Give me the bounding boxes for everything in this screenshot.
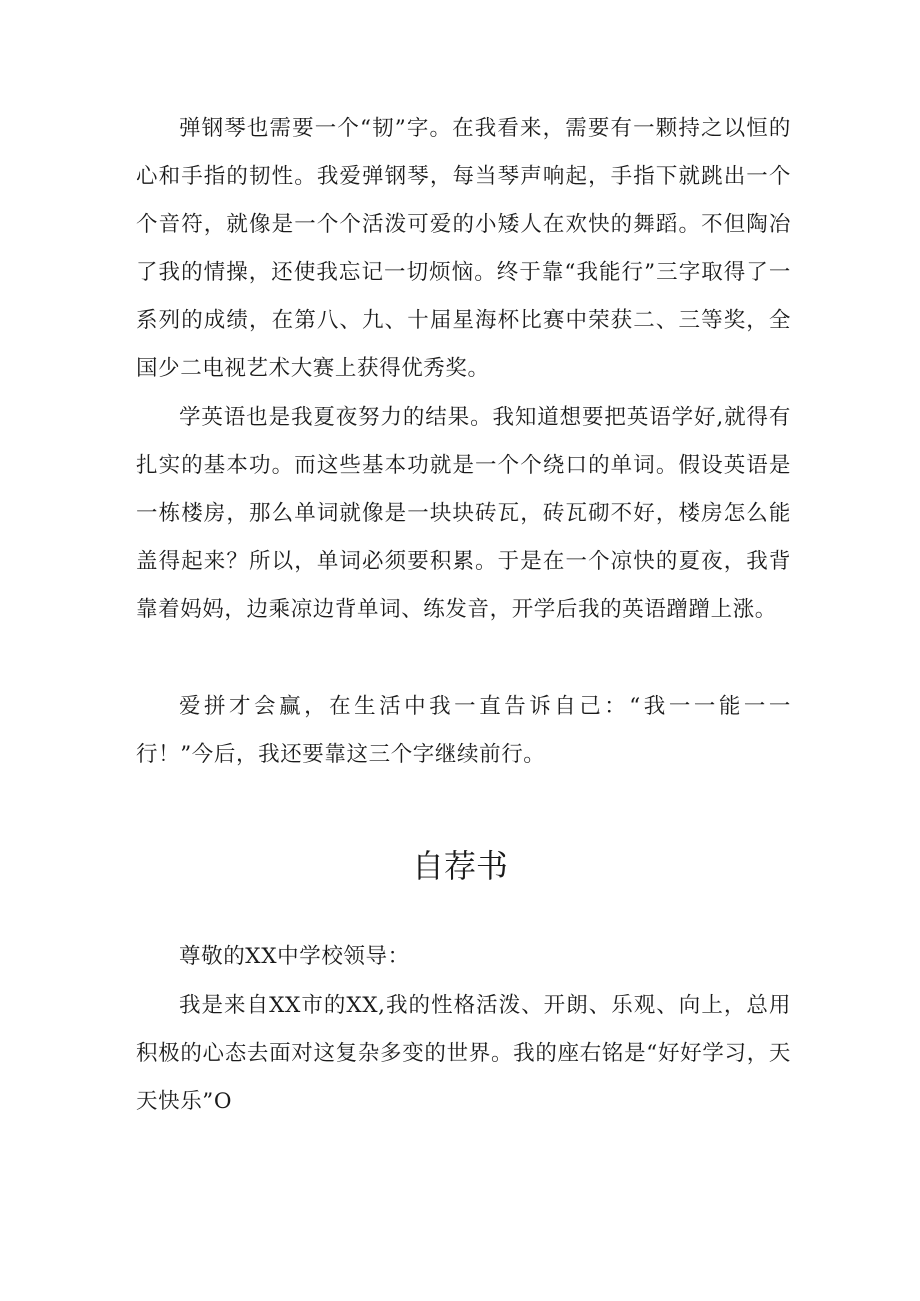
salutation: 尊敬的XX中学校领导：: [179, 944, 410, 969]
paragraph-motto: 爱拼才会赢，在生活中我一直告诉自己：“我一一能一一行！”今后，我还要靠这三个字继续前行。: [136, 694, 791, 767]
paragraph-piano: 弹钢琴也需要一个“韧”字。在我看来，需要有一颗持之以恒的心和手指的韧性。我爱弹钢琴，每当琴声响起，手指下就跳出一个个音符，就像是一个个活泼可爱的小矮人在欢快的舞蹈。不但陶冶了我的情操，还使我忘记一切烦恼。终于靠“我能行”三字取得了一系列的成绩，在第八、九、十届星海杯比赛中荣获二、三等奖，全国少二电视艺术大赛上获得优秀奖。: [136, 116, 791, 381]
paragraph-intro: 我是来自XX市的XX,我的性格活泼、开朗、乐观、向上，总用积极的心态去面对这复杂多变的世界。我的座右铭是“好好学习，天天快乐”O: [136, 993, 791, 1114]
paragraph-english: 学英语也是我夏夜努力的结果。我知道想要把英语学好,就得有扎实的基本功。而这些基本功就是一个个绕口的单词。假设英语是一栋楼房，那么单词就像是一块块砖瓦，砖瓦砌不好，楼房怎么能盖得起来？所以，单词必须要积累。于是在一个凉快的夏夜，我背靠着妈妈，边乘凉边背单词、练发音，开学后我的英语蹭蹭上涨。: [136, 405, 791, 622]
section-title: 自荐书: [411, 847, 508, 885]
